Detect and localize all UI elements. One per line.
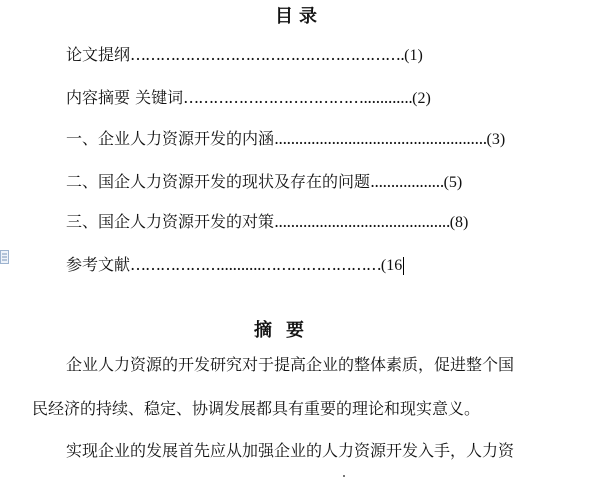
toc-entry-section-2[interactable]	[66, 172, 462, 193]
toc-leader-dots: ………………..........……………………	[130, 255, 381, 274]
toc-page-number: (1)	[404, 47, 423, 64]
toc-leader-dots: ……………………………………………….	[130, 45, 405, 64]
toc-entry-references[interactable]	[66, 255, 404, 276]
toc-entry-text: 参考文献	[66, 255, 131, 274]
paragraph-mark-icon[interactable]	[0, 250, 9, 264]
toc-entry-section-3[interactable]	[66, 212, 468, 233]
toc-page-number: (16	[380, 257, 403, 274]
toc-title: 目录	[275, 6, 323, 27]
stray-mark	[343, 475, 345, 477]
toc-page-number: (3)	[486, 131, 506, 148]
toc-leader-dots: ...........................................	[274, 212, 450, 231]
toc-page-number: (2)	[412, 90, 431, 107]
toc-entry-text: 三、国企人力资源开发的对策	[66, 212, 275, 231]
toc-entry-section-1[interactable]	[66, 129, 505, 150]
toc-entry-text: 论文提纲	[66, 45, 131, 64]
toc-leader-dots: ....................................................	[274, 129, 487, 148]
toc-entry-outline[interactable]	[66, 45, 423, 66]
abstract-title: 摘要	[254, 320, 318, 341]
toc-entry-text: 二、国企人力资源开发的现状及存在的问题	[66, 172, 371, 191]
toc-leader-dots: ………………………………............	[183, 88, 413, 107]
toc-entry-abstract[interactable]	[66, 88, 431, 109]
toc-entry-text: 一、企业人力资源开发的内涵	[66, 129, 275, 148]
text-cursor	[403, 257, 404, 275]
toc-leader-dots: ..................	[370, 172, 444, 191]
toc-page-number: (8)	[449, 214, 469, 231]
abstract-line: 民经济的持续、稳定、协调发展都具有重要的理论和现实意义。	[32, 399, 481, 418]
toc-page-number: (5)	[443, 174, 463, 191]
abstract-line: 企业人力资源的开发研究对于提高企业的整体素质，促进整个国	[66, 355, 515, 374]
abstract-line: 实现企业的发展首先应从加强企业的人力资源开发入手，人力资	[66, 441, 515, 460]
toc-entry-text: 内容摘要 关键词	[66, 88, 184, 107]
